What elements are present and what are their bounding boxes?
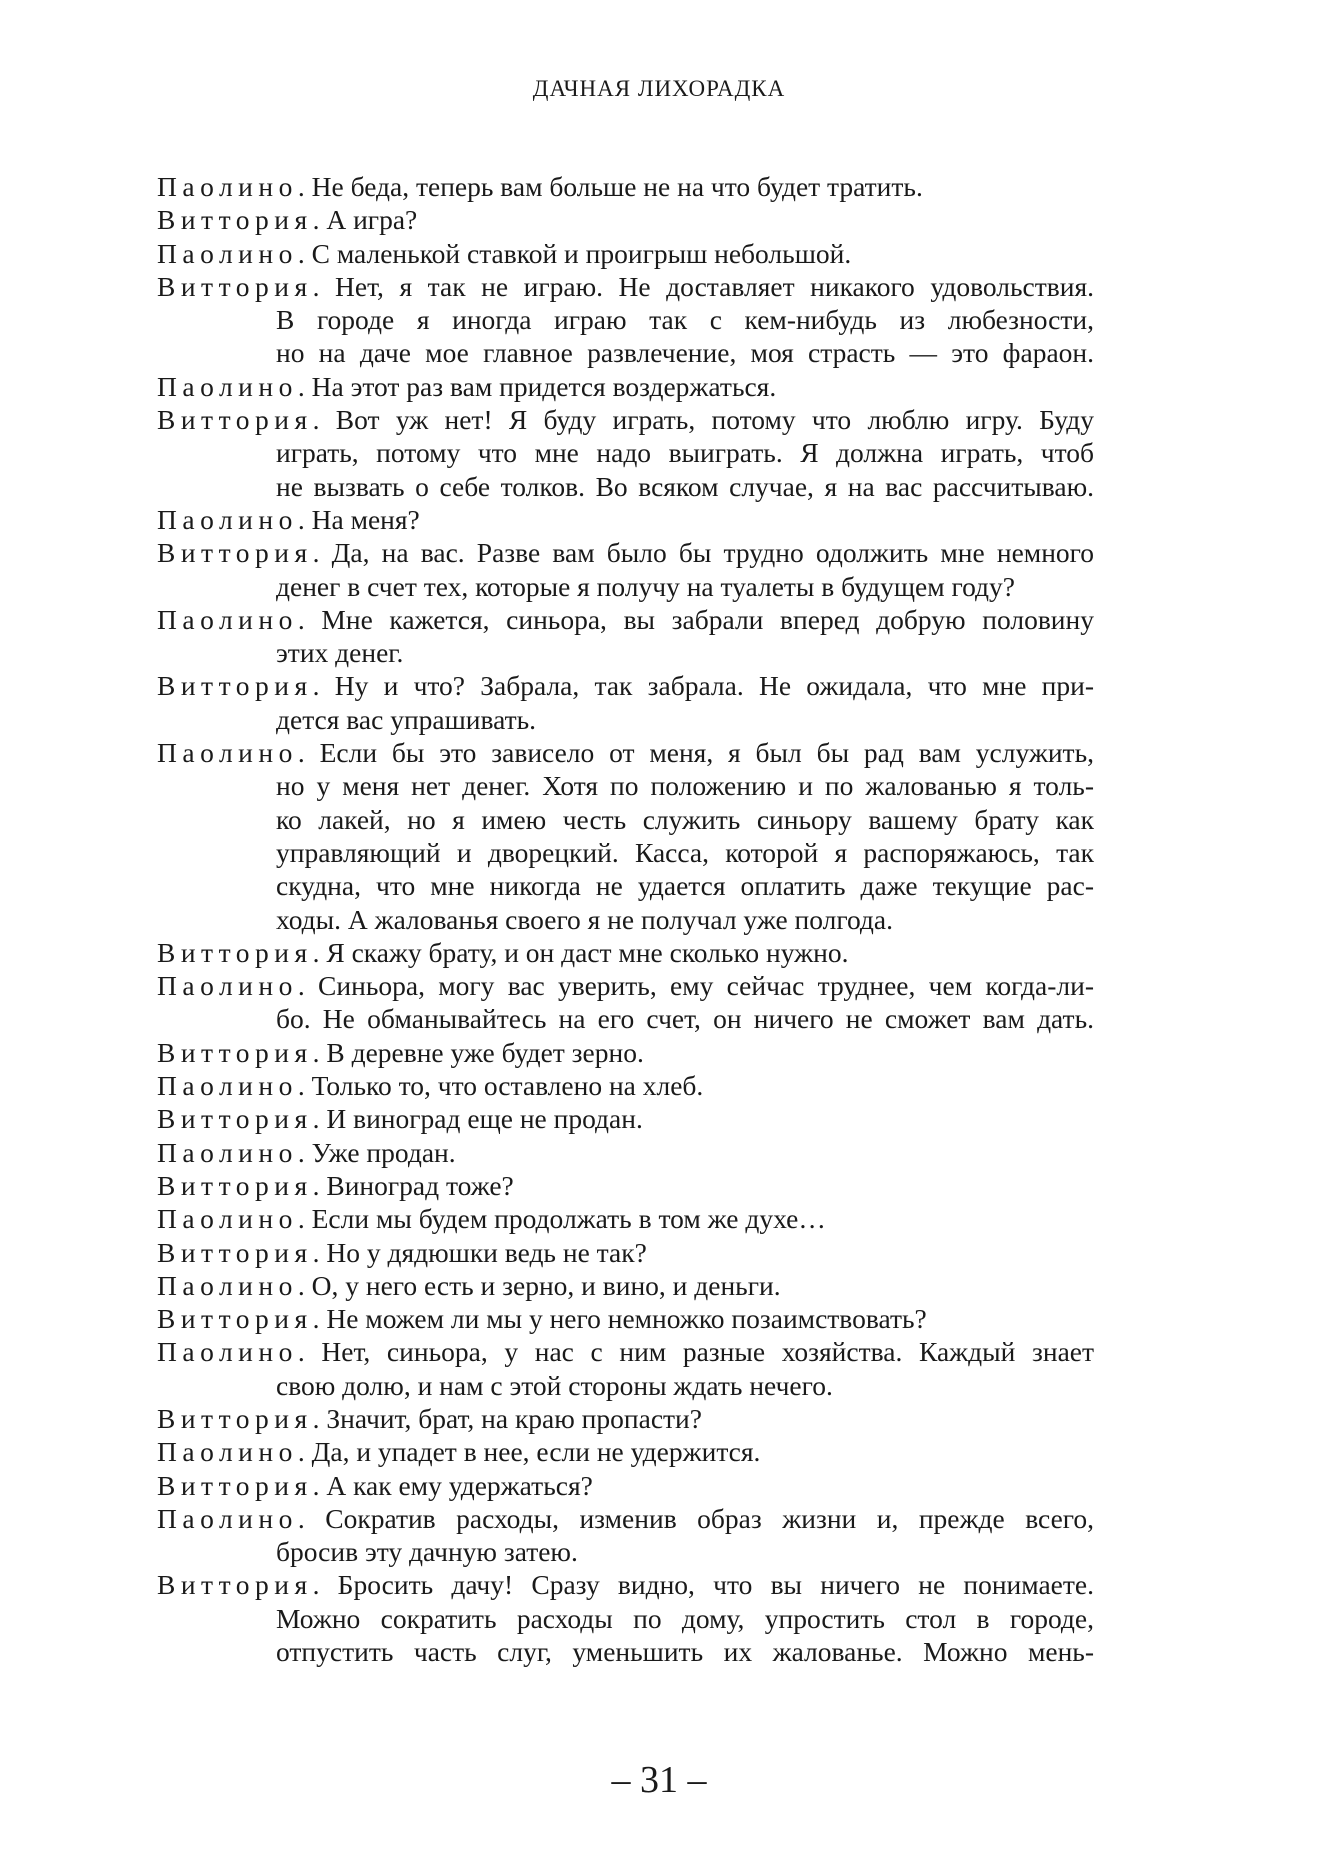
dialogue-line (157, 403, 1094, 436)
line-text: свою долю, и нам с этой стороны ждать нечего. (276, 1369, 833, 1401)
line-text: . Сократив расходы, изменив образ жизни и, прежде всего, (297, 1502, 1094, 1534)
speaker-name: Паолино (157, 1269, 298, 1301)
speaker-name: Виттория (157, 1303, 313, 1335)
line-text: . Значит, брат, на краю пропасти? (312, 1402, 702, 1434)
dialogue-line (157, 1169, 1094, 1202)
line-text: . Я скажу брату, и он даст мне сколько нужно. (312, 936, 849, 968)
dialogue-line (157, 170, 1094, 203)
line-text: дется вас упрашивать. (276, 703, 537, 735)
line-text: . Если бы это зависело от меня, я был бы рад вам услужить, (297, 737, 1094, 769)
dialogue-continuation-line (157, 836, 1094, 869)
speaker-name: Паолино (157, 1436, 298, 1468)
dialogue-continuation-line (157, 636, 1094, 669)
dialogue-continuation-line (157, 769, 1094, 802)
line-text: . А как ему удержаться? (312, 1469, 593, 1501)
line-text: скудна, что мне никогда не удается оплатить даже текущие рас- (276, 870, 1094, 902)
dialogue-continuation-line (157, 436, 1094, 469)
speaker-name: Виттория (157, 204, 313, 236)
speaker-name: Виттория (157, 1169, 313, 1201)
line-text: бо. Не обманывайтесь на его счет, он ничего не сможет вам дать. (276, 1003, 1094, 1035)
line-text: . Не можем ли мы у него немножко позаимствовать? (312, 1303, 927, 1335)
line-text: не вызвать о себе толков. Во всяком случае, я на вас рассчитываю. (276, 470, 1094, 502)
line-text: денег в счет тех, которые я получу на туалеты в будущем году? (276, 570, 1016, 602)
dialogue-line (157, 1236, 1094, 1269)
line-text: этих денег. (276, 637, 404, 669)
dialogue-line (157, 1469, 1094, 1502)
dialogue-continuation-line (157, 570, 1094, 603)
speaker-name: Паолино (157, 171, 298, 202)
dialogue-line (157, 503, 1094, 536)
line-text: . Нет, я так не играю. Не доставляет никакого удовольствия. (312, 270, 1094, 302)
dialogue-line (157, 1136, 1094, 1169)
dialogue-line (157, 936, 1094, 969)
dialogue-continuation-line (157, 470, 1094, 503)
dialogue-continuation-line (157, 1635, 1094, 1668)
line-text: . Да, на вас. Разве вам было бы трудно одолжить мне немного (312, 537, 1094, 569)
dialogue-line (157, 1102, 1094, 1135)
line-text: . На меня? (297, 503, 420, 535)
speaker-name: Виттория (157, 1402, 313, 1434)
dialogue-continuation-line (157, 336, 1094, 369)
dialogue-line (157, 536, 1094, 569)
line-text: ко лакей, но я имею честь служить синьору вашему брату как (276, 803, 1094, 835)
speaker-name: Паолино (157, 370, 298, 402)
speaker-name: Виттория (157, 670, 313, 702)
line-text: . Мне кажется, синьора, вы забрали вперед добрую половину (297, 603, 1094, 635)
line-text: . Бросить дачу! Сразу видно, что вы ничего не понимаете. (312, 1569, 1094, 1601)
dialogue-line (157, 736, 1094, 769)
speaker-name: Виттория (157, 1469, 313, 1501)
dialogue-text (157, 170, 1094, 1668)
line-text: . Вот уж нет! Я буду играть, потому что люблю игру. Буду (312, 404, 1094, 436)
speaker-name: Виттория (157, 1103, 313, 1135)
speaker-name: Виттория (157, 1036, 313, 1068)
line-text: . Но у дядюшки ведь не так? (312, 1236, 647, 1268)
line-text: . О, у него есть и зерно, и вино, и деньги. (297, 1269, 781, 1301)
dialogue-line (157, 203, 1094, 236)
line-text: . Синьора, могу вас уверить, ему сейчас труднее, чем когда-ли- (297, 970, 1094, 1002)
line-text: . Нет, синьора, у нас с ним разные хозяйства. Каждый знает (297, 1336, 1094, 1368)
speaker-name: Паолино (157, 737, 298, 769)
line-text: . На этот раз вам придется воздержаться. (297, 370, 777, 402)
speaker-name: Паолино (157, 503, 298, 535)
dialogue-continuation-line (157, 1002, 1094, 1035)
running-head: ДАЧНАЯ ЛИХОРАДКА (532, 76, 786, 101)
dialogue-line (157, 1568, 1094, 1601)
dialogue-line (157, 669, 1094, 702)
line-text: отпустить часть слуг, уменьшить их жалованье. Можно мень- (276, 1636, 1094, 1668)
dialogue-line (157, 1435, 1094, 1468)
dialogue-continuation-line (157, 869, 1094, 902)
speaker-name: Паолино (157, 603, 298, 635)
line-text: . Да, и упадет в нее, если не удержится. (297, 1436, 761, 1468)
dialogue-continuation-line (157, 703, 1094, 736)
speaker-name: Паолино (157, 1336, 298, 1368)
dialogue-line (157, 1202, 1094, 1235)
speaker-name: Паолино (157, 970, 298, 1002)
dialogue-line (157, 1036, 1094, 1069)
dialogue-line (157, 1302, 1094, 1335)
line-text: . Уже продан. (297, 1136, 456, 1168)
page-number: – 31 – (611, 1759, 707, 1801)
dialogue-continuation-line (157, 1369, 1094, 1402)
line-text: . Виноград тоже? (312, 1169, 514, 1201)
line-text: . В деревне уже будет зерно. (312, 1036, 644, 1068)
line-text: . С маленькой ставкой и проигрыш небольшой. (297, 237, 852, 269)
speaker-name: Виттория (157, 537, 313, 569)
line-text: . Ну и что? Забрала, так забрала. Не ожидала, что мне при- (312, 670, 1094, 702)
line-text: . А игра? (312, 204, 418, 236)
speaker-name: Виттория (157, 936, 313, 968)
line-text: играть, потому что мне надо выиграть. Я должна играть, чтоб (276, 437, 1094, 469)
speaker-name: Паолино (157, 1203, 298, 1235)
dialogue-line (157, 237, 1094, 270)
line-text: Можно сократить расходы по дому, упростить стол в городе, (276, 1602, 1094, 1634)
dialogue-continuation-line (157, 1535, 1094, 1568)
line-text: В городе я иногда играю так с кем-нибудь из любезности, (276, 304, 1094, 336)
dialogue-line (157, 1335, 1094, 1368)
dialogue-line (157, 370, 1094, 403)
dialogue-line (157, 1069, 1094, 1102)
speaker-name: Виттория (157, 1569, 313, 1601)
line-text: . И виноград еще не продан. (312, 1103, 643, 1135)
dialogue-continuation-line (157, 1602, 1094, 1635)
dialogue-line (157, 270, 1094, 303)
line-text: но на даче мое главное развлечение, моя страсть — это фараон. (276, 337, 1094, 369)
dialogue-continuation-line (157, 303, 1094, 336)
speaker-name: Виттория (157, 1236, 313, 1268)
speaker-name: Виттория (157, 404, 313, 436)
speaker-name: Паолино (157, 237, 298, 269)
speaker-name: Паолино (157, 1070, 298, 1102)
line-text: . Только то, что оставлено на хлеб. (297, 1070, 704, 1102)
line-text: . Если мы будем продолжать в том же духе… (297, 1203, 826, 1235)
dialogue-line (157, 1502, 1094, 1535)
line-text: . Не беда, теперь вам больше не на что будет тратить. (297, 171, 923, 202)
line-text: но у меня нет денег. Хотя по положению и по жалованью я толь- (276, 770, 1094, 802)
dialogue-continuation-line (157, 803, 1094, 836)
dialogue-line (157, 1269, 1094, 1302)
line-text: ходы. А жалованья своего я не получал уже полгода. (276, 903, 893, 935)
speaker-name: Паолино (157, 1502, 298, 1534)
speaker-name: Паолино (157, 1136, 298, 1168)
dialogue-line (157, 1402, 1094, 1435)
dialogue-continuation-line (157, 903, 1094, 936)
line-text: бросив эту дачную затею. (276, 1536, 578, 1568)
speaker-name: Виттория (157, 270, 313, 302)
line-text: управляющий и дворецкий. Касса, которой я распоряжаюсь, так (276, 836, 1094, 868)
dialogue-line (157, 603, 1094, 636)
dialogue-line (157, 969, 1094, 1002)
